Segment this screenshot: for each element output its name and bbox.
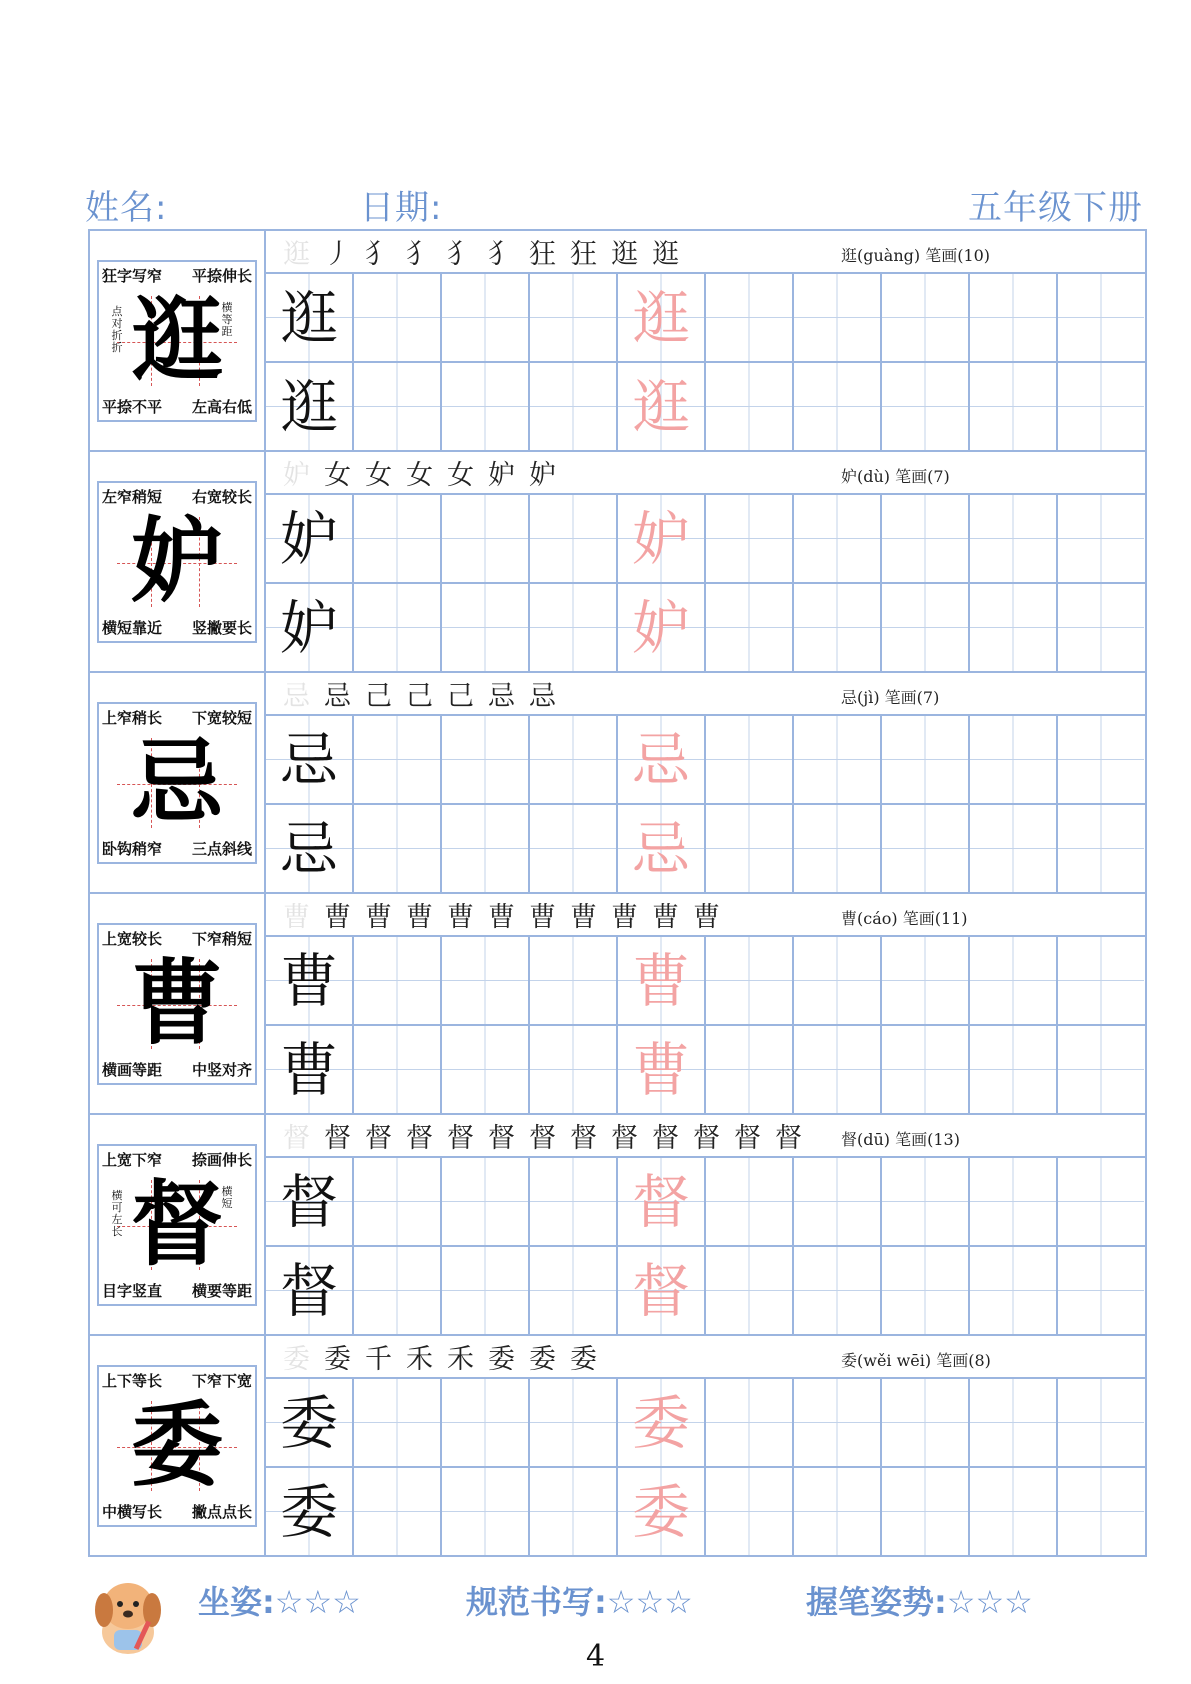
writing-cell[interactable]	[706, 584, 794, 671]
char-row	[90, 1115, 1145, 1336]
writing-cell[interactable]	[882, 805, 970, 892]
trace-cell[interactable]: 曹	[618, 1026, 706, 1113]
posture-rating: 坐姿:☆☆☆	[198, 1583, 361, 1621]
stroke-step: 忌	[283, 681, 310, 712]
writing-cell[interactable]	[706, 495, 794, 582]
tip-top-right: 右宽较长	[191, 487, 252, 506]
writing-cell[interactable]	[794, 937, 882, 1024]
model-character: 忌	[130, 727, 223, 836]
grid-row	[266, 274, 1145, 361]
structure-card	[97, 481, 257, 643]
tip-bottom-right: 竖撇要长	[191, 618, 252, 637]
stroke-step: 逛	[652, 239, 679, 270]
stroke-step: 督	[652, 1123, 679, 1154]
name-label: 姓名:	[85, 188, 168, 228]
stroke-step: 委	[324, 1344, 351, 1375]
structure-card	[97, 260, 257, 422]
char-info: 督(dū) 笔画(13)	[841, 1130, 960, 1149]
stroke-step: 女	[406, 460, 433, 491]
stroke-step: 犭	[447, 239, 474, 270]
tip-bottom-left: 卧钩稍窄	[102, 839, 163, 858]
trace-cell[interactable]: 曹	[618, 937, 706, 1024]
grid-row	[266, 1466, 1145, 1555]
writing-cell[interactable]	[706, 1468, 794, 1555]
writing-cell[interactable]	[530, 1247, 618, 1334]
writing-area	[266, 1115, 1145, 1334]
writing-cell[interactable]	[882, 1468, 970, 1555]
stroke-step: 曹	[570, 902, 597, 933]
grid-row	[266, 716, 1145, 803]
structure-card	[97, 1144, 257, 1306]
model-cell: 忌	[266, 716, 354, 803]
char-info: 逛(guàng) 笔画(10)	[841, 246, 991, 265]
writing-cell[interactable]	[970, 805, 1058, 892]
stroke-sequence	[266, 1116, 809, 1155]
practice-sheet	[88, 229, 1147, 1557]
note-right: 横短	[221, 1184, 233, 1210]
writing-cell[interactable]	[1058, 805, 1144, 892]
stroke-sequence	[266, 674, 563, 713]
char-row	[90, 231, 1145, 452]
grip-rating: 握笔姿势:☆☆☆	[806, 1583, 1033, 1621]
stroke-step: 妒	[529, 460, 556, 491]
stroke-step: 曹	[283, 902, 310, 933]
writing-cell[interactable]	[530, 1026, 618, 1113]
writing-cell[interactable]	[1058, 495, 1144, 582]
writing-cell[interactable]	[794, 805, 882, 892]
writing-cell[interactable]	[530, 1379, 618, 1466]
stroke-step: 曹	[611, 902, 638, 933]
writing-cell[interactable]	[970, 1026, 1058, 1113]
tip-bottom-right: 横要等距	[191, 1281, 252, 1300]
stroke-step: 督	[570, 1123, 597, 1154]
grid-row	[266, 937, 1145, 1024]
practice-grid	[266, 716, 1145, 892]
writing-cell[interactable]	[530, 363, 618, 450]
practice-grid	[266, 1379, 1145, 1555]
writing-cell[interactable]	[794, 1247, 882, 1334]
writing-area	[266, 673, 1145, 892]
model-panel	[90, 1336, 266, 1555]
writing-cell[interactable]	[706, 937, 794, 1024]
model-character: 曹	[130, 948, 223, 1057]
char-info: 忌(jì) 笔画(7)	[841, 688, 940, 707]
grade-label: 五年级下册	[968, 188, 1143, 228]
writing-cell[interactable]	[442, 584, 530, 671]
stroke-step: 督	[365, 1123, 392, 1154]
model-panel	[90, 673, 266, 892]
stroke-step: 女	[365, 460, 392, 491]
trace-cell[interactable]: 委	[618, 1468, 706, 1555]
writing-area	[266, 894, 1145, 1113]
trace-cell[interactable]: 忌	[618, 716, 706, 803]
tip-bottom-right: 左高右低	[191, 397, 252, 416]
stroke-step: 曹	[693, 902, 720, 933]
stroke-step: 丿	[324, 239, 351, 270]
stroke-step: 逛	[611, 239, 638, 270]
writing-cell[interactable]	[970, 274, 1058, 361]
trace-cell[interactable]: 督	[618, 1247, 706, 1334]
writing-cell[interactable]	[970, 1158, 1058, 1245]
stroke-sequence	[266, 453, 563, 492]
stroke-order-strip	[266, 673, 1145, 716]
writing-area	[266, 1336, 1145, 1555]
trace-cell[interactable]: 妒	[618, 584, 706, 671]
stroke-step: 督	[324, 1123, 351, 1154]
note-right: 横等距	[221, 300, 233, 338]
stroke-step: 狂	[570, 239, 597, 270]
writing-cell[interactable]	[794, 1379, 882, 1466]
tip-bottom-left: 横画等距	[102, 1060, 163, 1079]
writing-cell[interactable]	[706, 274, 794, 361]
tip-bottom-left: 平捺不平	[102, 397, 163, 416]
writing-cell[interactable]	[1058, 1468, 1144, 1555]
structure-card	[97, 702, 257, 864]
model-cell: 委	[266, 1468, 354, 1555]
writing-cell[interactable]	[530, 274, 618, 361]
writing-rating: 规范书写:☆☆☆	[466, 1583, 693, 1621]
writing-cell[interactable]	[794, 584, 882, 671]
stroke-sequence	[266, 895, 727, 934]
writing-cell[interactable]	[1058, 1247, 1144, 1334]
trace-cell[interactable]: 委	[618, 1379, 706, 1466]
grid-row	[266, 1158, 1145, 1245]
stroke-order-strip	[266, 894, 1145, 937]
writing-area	[266, 231, 1145, 450]
writing-cell[interactable]	[530, 937, 618, 1024]
stroke-step: 督	[447, 1123, 474, 1154]
stroke-step: 妒	[283, 460, 310, 491]
tip-bottom-left: 横短靠近	[102, 618, 163, 637]
writing-cell[interactable]	[442, 1158, 530, 1245]
writing-cell[interactable]	[530, 805, 618, 892]
tip-top-right: 捺画伸长	[191, 1150, 252, 1169]
writing-cell[interactable]	[794, 1026, 882, 1113]
writing-cell[interactable]	[1058, 274, 1144, 361]
model-cell: 督	[266, 1158, 354, 1245]
trace-cell[interactable]: 逛	[618, 363, 706, 450]
writing-cell[interactable]	[882, 716, 970, 803]
stroke-step: 委	[529, 1344, 556, 1375]
writing-cell[interactable]	[354, 1379, 442, 1466]
writing-cell[interactable]	[1058, 937, 1144, 1024]
stroke-step: 己	[365, 681, 392, 712]
stroke-step: 曹	[529, 902, 556, 933]
stroke-step: 督	[693, 1123, 720, 1154]
page-number: 4	[585, 1639, 606, 1674]
stroke-step: 曹	[488, 902, 515, 933]
stroke-step: 犭	[406, 239, 433, 270]
writing-cell[interactable]	[1058, 1379, 1144, 1466]
writing-cell[interactable]	[970, 1247, 1058, 1334]
writing-cell[interactable]	[970, 716, 1058, 803]
stroke-sequence	[266, 1337, 604, 1376]
writing-cell[interactable]	[442, 805, 530, 892]
char-row	[90, 452, 1145, 673]
model-cell: 逛	[266, 274, 354, 361]
stroke-step: 忌	[529, 681, 556, 712]
writing-cell[interactable]	[706, 1247, 794, 1334]
writing-area	[266, 452, 1145, 671]
writing-cell[interactable]	[442, 1379, 530, 1466]
tip-top-right: 下宽较短	[191, 708, 252, 727]
stroke-step: 千	[365, 1344, 392, 1375]
practice-grid	[266, 274, 1145, 450]
writing-cell[interactable]	[1058, 1026, 1144, 1113]
stroke-step: 督	[611, 1123, 638, 1154]
structure-card	[97, 923, 257, 1085]
trace-cell[interactable]: 妒	[618, 495, 706, 582]
structure-card	[97, 1365, 257, 1527]
writing-cell[interactable]	[530, 1158, 618, 1245]
tip-bottom-right: 中竖对齐	[191, 1060, 252, 1079]
writing-cell[interactable]	[970, 1379, 1058, 1466]
grid-row	[266, 1379, 1145, 1466]
grid-row	[266, 1245, 1145, 1334]
tip-top-left: 左窄稍短	[102, 487, 163, 506]
stroke-order-strip	[266, 452, 1145, 495]
grid-row	[266, 1024, 1145, 1113]
model-panel	[90, 231, 266, 450]
stroke-step: 督	[529, 1123, 556, 1154]
trace-cell[interactable]: 督	[618, 1158, 706, 1245]
tip-top-left: 狂字写窄	[102, 266, 163, 285]
writing-cell[interactable]	[794, 363, 882, 450]
writing-cell[interactable]	[354, 274, 442, 361]
writing-cell[interactable]	[706, 805, 794, 892]
writing-cell[interactable]	[354, 805, 442, 892]
char-row	[90, 894, 1145, 1115]
writing-cell[interactable]	[354, 1026, 442, 1113]
stroke-step: 禾	[406, 1344, 433, 1375]
writing-cell[interactable]	[354, 937, 442, 1024]
writing-cell[interactable]	[354, 363, 442, 450]
writing-cell[interactable]	[354, 1158, 442, 1245]
writing-cell[interactable]	[882, 1247, 970, 1334]
writing-cell[interactable]	[706, 363, 794, 450]
writing-cell[interactable]	[442, 274, 530, 361]
writing-cell[interactable]	[530, 1468, 618, 1555]
writing-cell[interactable]	[1058, 1158, 1144, 1245]
writing-cell[interactable]	[882, 495, 970, 582]
stroke-step: 狂	[529, 239, 556, 270]
writing-cell[interactable]	[530, 584, 618, 671]
writing-cell[interactable]	[970, 495, 1058, 582]
model-panel	[90, 1115, 266, 1334]
tip-top-left: 上窄稍长	[102, 708, 163, 727]
practice-grid	[266, 937, 1145, 1113]
stroke-step: 督	[283, 1123, 310, 1154]
model-cell: 委	[266, 1379, 354, 1466]
writing-cell[interactable]	[1058, 716, 1144, 803]
tip-top-right: 下窄稍短	[191, 929, 252, 948]
writing-cell[interactable]	[970, 1468, 1058, 1555]
tip-top-right: 下窄下宽	[191, 1371, 252, 1390]
stroke-step: 禾	[447, 1344, 474, 1375]
stroke-step: 委	[283, 1344, 310, 1375]
writing-cell[interactable]	[354, 584, 442, 671]
grid-row	[266, 361, 1145, 450]
tip-top-left: 上宽下窄	[102, 1150, 163, 1169]
writing-cell[interactable]	[706, 1158, 794, 1245]
writing-cell[interactable]	[970, 937, 1058, 1024]
writing-cell[interactable]	[442, 1468, 530, 1555]
char-row	[90, 673, 1145, 894]
model-character: 妒	[130, 506, 223, 615]
writing-cell[interactable]	[882, 1379, 970, 1466]
stroke-step: 妒	[488, 460, 515, 491]
char-info: 妒(dù) 笔画(7)	[841, 467, 950, 486]
stroke-step: 曹	[365, 902, 392, 933]
model-character: 委	[130, 1390, 223, 1499]
stroke-step: 委	[488, 1344, 515, 1375]
model-cell: 曹	[266, 937, 354, 1024]
writing-cell[interactable]	[706, 1026, 794, 1113]
model-cell: 曹	[266, 1026, 354, 1113]
stroke-step: 女	[324, 460, 351, 491]
char-row	[90, 1336, 1145, 1557]
trace-cell[interactable]: 忌	[618, 805, 706, 892]
stroke-step: 犭	[488, 239, 515, 270]
tip-top-left: 上宽较长	[102, 929, 163, 948]
date-label: 日期:	[360, 188, 443, 228]
stroke-step: 曹	[406, 902, 433, 933]
note-left: 点对折折	[111, 304, 123, 354]
writing-cell[interactable]	[794, 495, 882, 582]
stroke-step: 曹	[324, 902, 351, 933]
writing-cell[interactable]	[882, 1026, 970, 1113]
grid-row	[266, 803, 1145, 892]
writing-cell[interactable]	[354, 495, 442, 582]
writing-cell[interactable]	[442, 1247, 530, 1334]
stroke-order-strip	[266, 1336, 1145, 1379]
writing-cell[interactable]	[1058, 363, 1144, 450]
stroke-step: 督	[406, 1123, 433, 1154]
stroke-step: 己	[447, 681, 474, 712]
model-panel	[90, 452, 266, 671]
model-panel	[90, 894, 266, 1113]
tip-top-left: 上下等长	[102, 1371, 163, 1390]
writing-cell[interactable]	[442, 937, 530, 1024]
stroke-step: 忌	[488, 681, 515, 712]
writing-cell[interactable]	[442, 495, 530, 582]
tip-bottom-left: 目字竖直	[102, 1281, 163, 1300]
writing-cell[interactable]	[530, 495, 618, 582]
stroke-step: 己	[406, 681, 433, 712]
stroke-order-strip	[266, 231, 1145, 274]
writing-cell[interactable]	[442, 363, 530, 450]
stroke-step: 曹	[447, 902, 474, 933]
writing-cell[interactable]	[442, 1026, 530, 1113]
stroke-step: 督	[775, 1123, 802, 1154]
stroke-step: 逛	[283, 239, 310, 270]
writing-cell[interactable]	[970, 363, 1058, 450]
writing-cell[interactable]	[442, 716, 530, 803]
tip-bottom-left: 中横写长	[102, 1502, 163, 1521]
stroke-step: 曹	[652, 902, 679, 933]
stroke-sequence	[266, 232, 686, 271]
writing-cell[interactable]	[354, 716, 442, 803]
char-info: 曹(cáo) 笔画(11)	[841, 909, 968, 928]
model-cell: 督	[266, 1247, 354, 1334]
writing-cell[interactable]	[530, 716, 618, 803]
writing-cell[interactable]	[1058, 584, 1144, 671]
note-left: 横可左长	[111, 1188, 123, 1238]
tip-bottom-right: 撇点点长	[191, 1502, 252, 1521]
writing-cell[interactable]	[882, 274, 970, 361]
writing-cell[interactable]	[882, 584, 970, 671]
writing-cell[interactable]	[882, 937, 970, 1024]
model-cell: 逛	[266, 363, 354, 450]
stroke-step: 督	[734, 1123, 761, 1154]
char-info: 委(wěi wēi) 笔画(8)	[841, 1351, 991, 1370]
practice-grid	[266, 495, 1145, 671]
stroke-step: 忌	[324, 681, 351, 712]
writing-cell[interactable]	[354, 1468, 442, 1555]
model-character: 督	[130, 1169, 223, 1278]
trace-cell[interactable]: 逛	[618, 274, 706, 361]
writing-cell[interactable]	[970, 584, 1058, 671]
writing-cell[interactable]	[794, 274, 882, 361]
stroke-step: 犭	[365, 239, 392, 270]
writing-cell[interactable]	[882, 1158, 970, 1245]
grid-row	[266, 495, 1145, 582]
model-cell: 妒	[266, 584, 354, 671]
writing-cell[interactable]	[882, 363, 970, 450]
writing-cell[interactable]	[354, 1247, 442, 1334]
tip-top-right: 平捺伸长	[191, 266, 252, 285]
writing-cell[interactable]	[794, 1468, 882, 1555]
writing-cell[interactable]	[706, 716, 794, 803]
model-character: 逛	[130, 285, 223, 394]
stroke-step: 督	[488, 1123, 515, 1154]
writing-cell[interactable]	[794, 1158, 882, 1245]
model-cell: 妒	[266, 495, 354, 582]
stroke-step: 委	[570, 1344, 597, 1375]
stroke-order-strip	[266, 1115, 1145, 1158]
writing-cell[interactable]	[706, 1379, 794, 1466]
grid-row	[266, 582, 1145, 671]
stroke-step: 女	[447, 460, 474, 491]
tip-bottom-right: 三点斜线	[191, 839, 252, 858]
practice-grid	[266, 1158, 1145, 1334]
writing-cell[interactable]	[794, 716, 882, 803]
model-cell: 忌	[266, 805, 354, 892]
